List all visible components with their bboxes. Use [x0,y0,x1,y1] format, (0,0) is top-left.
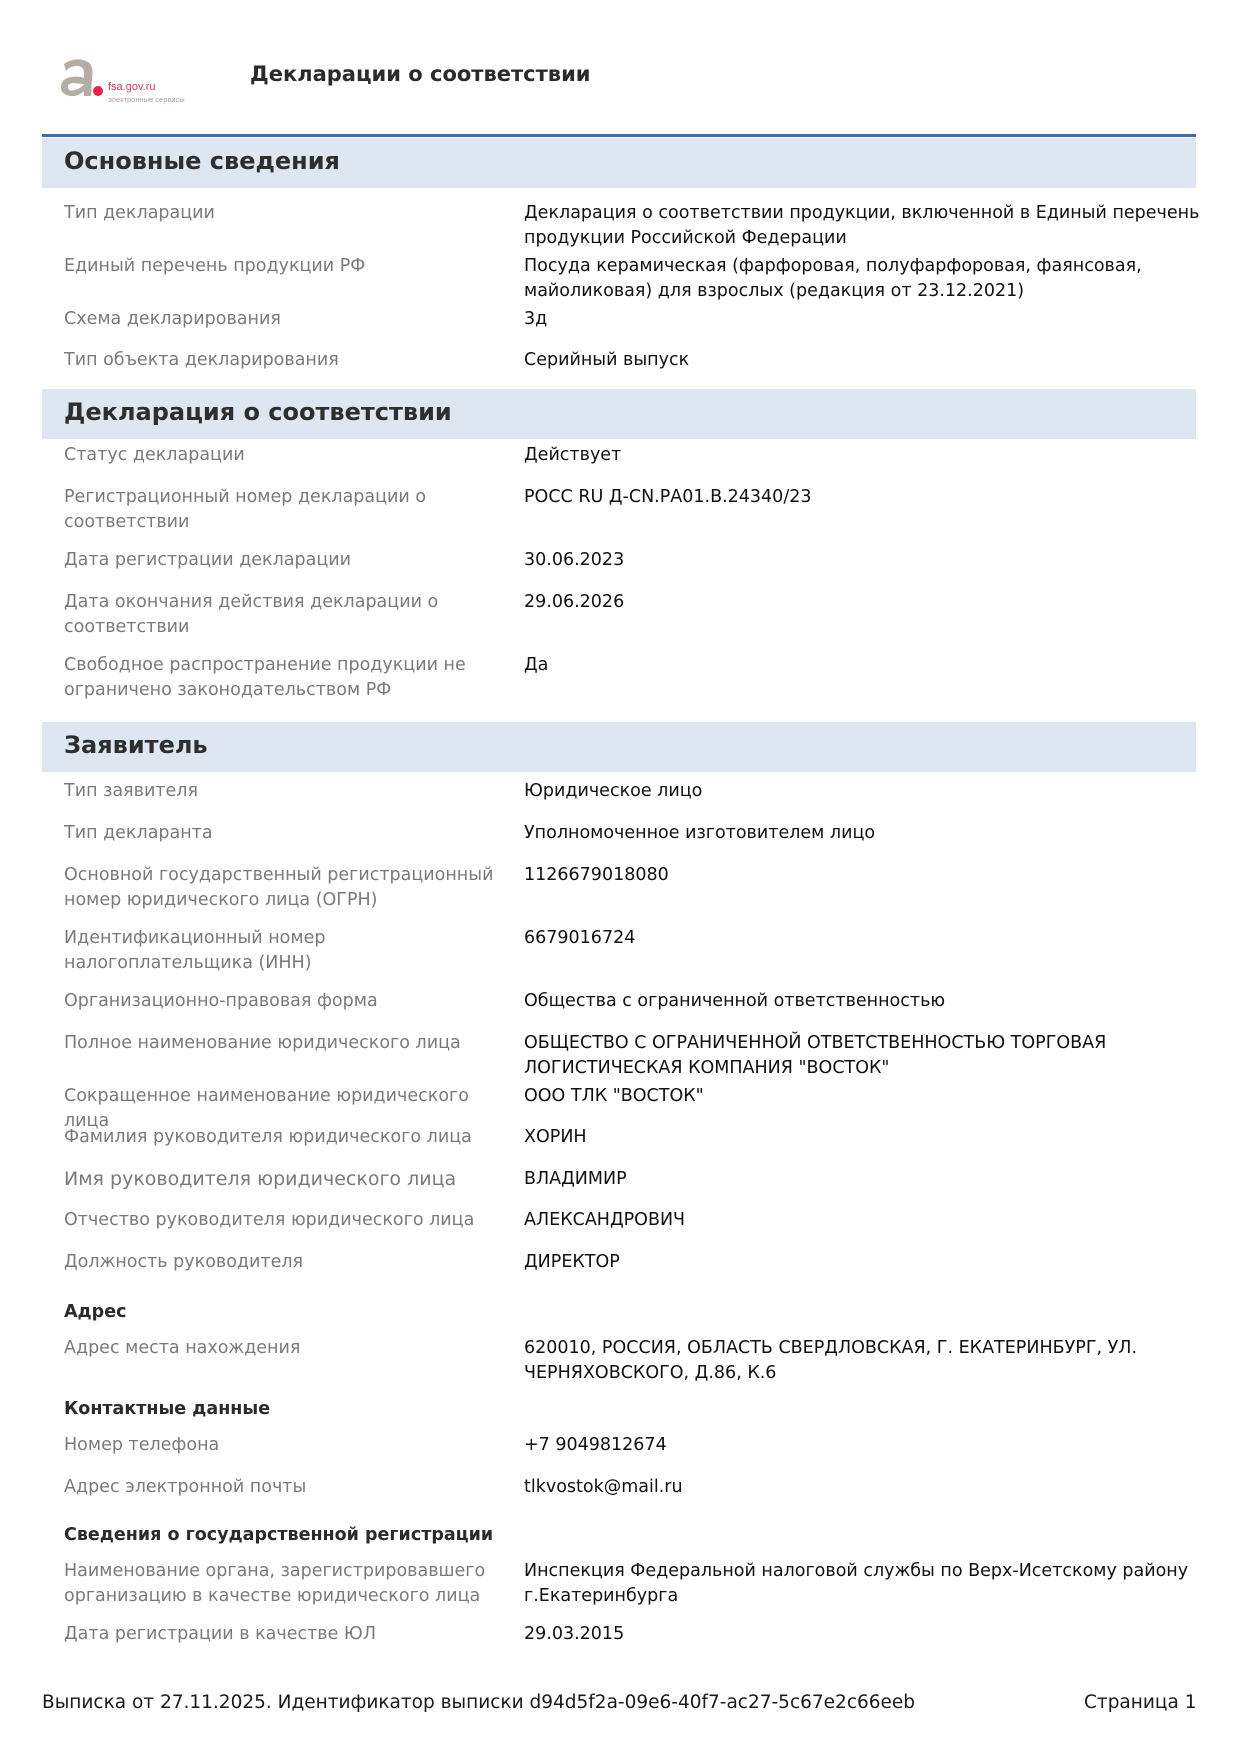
page-header [0,0,1240,130]
field-label: Дата регистрации в качестве ЮЛ [64,1624,376,1644]
section-declaration-header [42,389,1196,439]
field-value: Посуда керамическая (фарфоровая, полуфарфоровая, фаянсовая, майоликовая) для взрослых (редакция от 23.12.2021) [524,256,1142,301]
field-label: Полное наименование юридического лица [64,1033,461,1053]
field-value: 620010, РОССИЯ, ОБЛАСТЬ СВЕРДЛОВСКАЯ, Г. ЕКАТЕРИНБУРГ, УЛ. ЧЕРНЯХОВСКОГО, Д.86, К.6 [524,1338,1138,1383]
field-value: ОБЩЕСТВО С ОГРАНИЧЕННОЙ ОТВЕТСТВЕННОСТЬЮ ТОРГОВАЯ ЛОГИСТИЧЕСКАЯ КОМПАНИЯ "ВОСТОК" [524,1033,1107,1078]
section-applicant-title: Заявитель [64,731,208,759]
field-label: Единый перечень продукции РФ [64,256,366,276]
field-value: 3д [524,309,548,329]
field-label: Должность руководителя [64,1252,304,1272]
field-value: АЛЕКСАНДРОВИЧ [524,1210,686,1230]
field-value: Юридическое лицо [524,781,703,801]
field-value: 30.06.2023 [524,550,625,570]
field-label: Фамилия руководителя юридического лица [64,1127,472,1147]
fsa-logo-icon [58,56,208,112]
field-value: 29.03.2015 [524,1624,625,1644]
field-value: Декларация о соответствии продукции, включенной в Единый перечень продукции Российской Федерации [524,203,1200,248]
subsection-registration-title: Сведения о государственной регистрации [64,1525,494,1545]
field-label: Адрес места нахождения [64,1338,301,1358]
field-value[interactable]: tlkvostok@mail.ru [524,1477,683,1497]
field-value: 29.06.2026 [524,592,625,612]
field-value: Уполномоченное изготовителем лицо [524,823,876,843]
field-label: Тип объекта декларирования [64,350,339,370]
field-label: Номер телефона [64,1435,220,1455]
fsa-logo[interactable] [58,56,208,112]
subsection-address-title: Адрес [64,1302,127,1322]
field-label: Имя руководителя юридического лица [64,1168,457,1190]
field-value: Серийный выпуск [524,350,690,370]
field-value: 6679016724 [524,928,636,948]
field-label: Организационно-правовая форма [64,991,378,1011]
field-value: 1126679018080 [524,865,669,885]
field-value: Да [524,655,549,675]
field-value: +7 9049812674 [524,1435,667,1455]
logo-subtext: электронные сервисы [108,95,185,104]
field-label: Тип декларанта [64,823,213,843]
field-label: Сокращенное наименование юридического лица [64,1086,469,1131]
field-value: ООО ТЛК "ВОСТОК" [524,1086,704,1106]
section-declaration-title: Декларация о соответствии [64,398,452,426]
field-label: Регистрационный номер декларации о соответствии [64,487,427,532]
subsection-contacts-title: Контактные данные [64,1399,271,1419]
field-value: ДИРЕКТОР [524,1252,620,1272]
field-value: Общества с ограниченной ответственностью [524,991,946,1011]
field-label: Схема декларирования [64,309,281,329]
field-value: ХОРИН [524,1127,587,1147]
field-label: Идентификационный номер налогоплательщика (ИНН) [64,928,326,973]
footer-extract-info: Выписка от 27.11.2025. Идентификатор выписки d94d5f2a-09e6-40f7-ac27-5c67e2c66eeb [42,1692,916,1713]
field-label: Дата окончания действия декларации о соответствии [64,592,439,637]
section-applicant-header [42,722,1196,772]
section-basic-title: Основные сведения [64,147,340,175]
field-label: Статус декларации [64,445,245,465]
footer-page-number: Страница 1 [1084,1692,1197,1713]
field-label: Отчество руководителя юридического лица [64,1210,475,1230]
header-divider [42,134,1196,137]
field-label: Основной государственный регистрационный номер юридического лица (ОГРН) [64,865,494,910]
field-label: Дата регистрации декларации [64,550,352,570]
field-label: Наименование органа, зарегистрировавшего организацию в качестве юридического лица [64,1561,486,1606]
logo-text: fsa.gov.ru [108,81,156,93]
field-label: Тип декларации [64,203,215,223]
field-value: Инспекция Федеральной налоговой службы по Верх-Исетскому району г.Екатеринбурга [524,1561,1189,1606]
field-label: Тип заявителя [64,781,198,801]
field-value: РОСС RU Д-CN.РА01.В.24340/23 [524,487,812,507]
field-value: Действует [524,445,622,465]
field-value: ВЛАДИМИР [524,1169,627,1189]
page-title: Декларации о соответствии [250,62,591,86]
field-label: Адрес электронной почты [64,1477,307,1497]
field-label: Свободное распространение продукции не ограничено законодательством РФ [64,655,466,700]
section-basic-header [42,138,1196,188]
